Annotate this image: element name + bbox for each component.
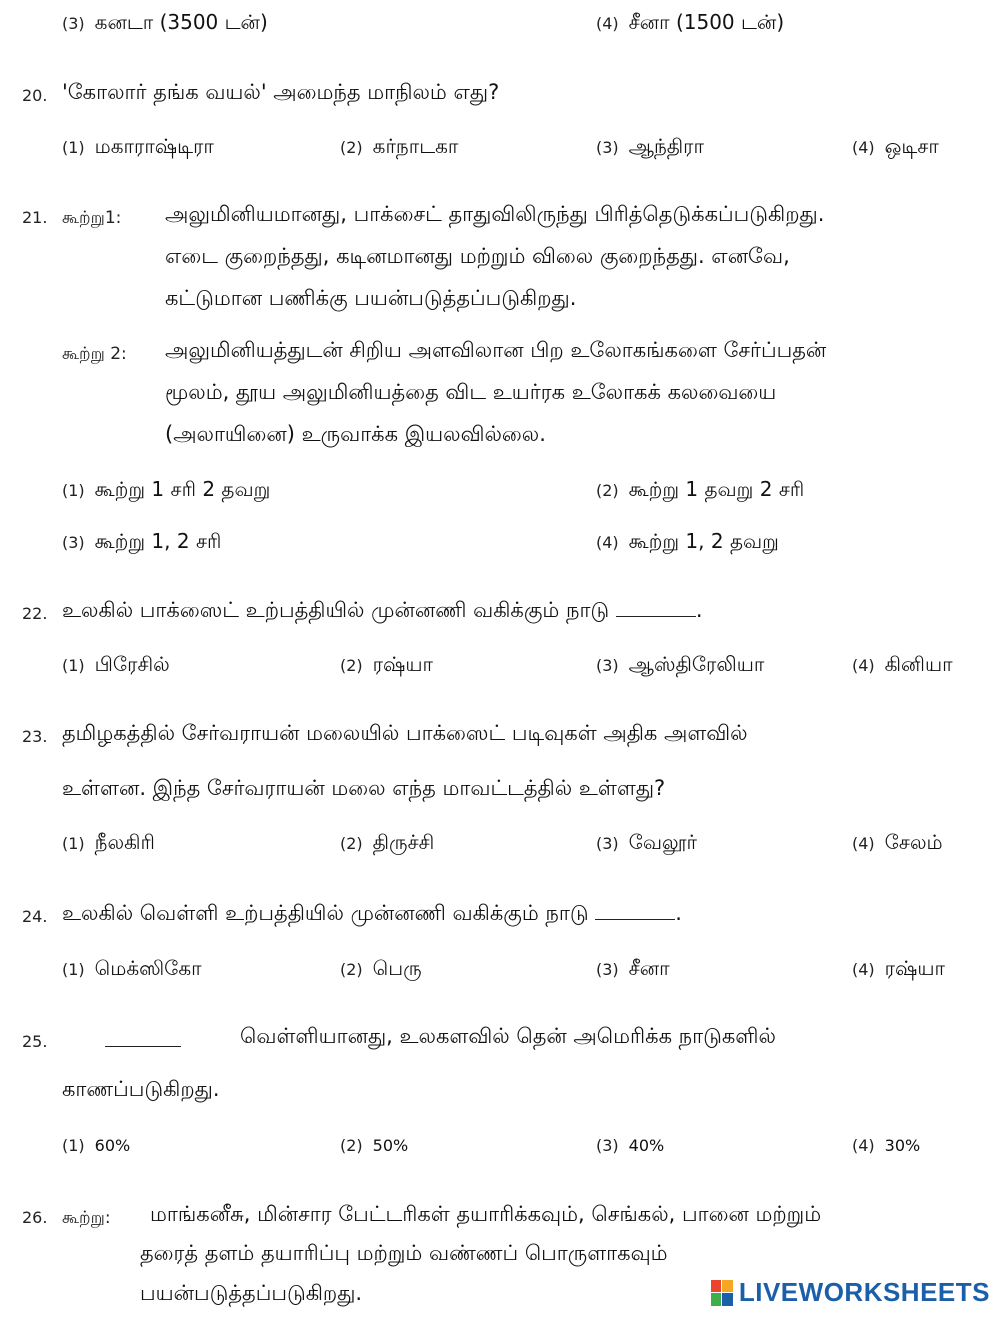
option-number: (4) [852, 656, 875, 675]
option-text: கனடா (3500 டன்) [94, 10, 268, 34]
option-number: (4) [596, 533, 619, 552]
statement-2-label: கூற்று 2: [62, 344, 127, 364]
q24-option-2[interactable] [340, 956, 422, 983]
option-number: (4) [852, 1136, 875, 1155]
q23-option-2[interactable] [340, 830, 434, 857]
option-text: ஆஸ்திரேலியா [628, 652, 765, 676]
option-text: பிரேசில் [94, 652, 170, 676]
option-text: மெக்ஸிகோ [94, 956, 202, 980]
q25-option-3[interactable] [596, 1136, 664, 1155]
option-text: கர்நாடகா [372, 134, 459, 158]
option-text: 40% [628, 1136, 665, 1155]
question-number: 26. [22, 1208, 48, 1227]
option-number: (3) [596, 960, 619, 979]
q25-option-1[interactable] [62, 1136, 130, 1155]
option-text: சீனா (1500 டன்) [628, 10, 785, 34]
option-number: (2) [340, 138, 363, 157]
option-text: 60% [94, 1136, 131, 1155]
option-number: (3) [596, 656, 619, 675]
option-text: ரஷ்யா [372, 652, 433, 676]
q19-option-3[interactable] [62, 10, 268, 37]
option-number: (2) [340, 960, 363, 979]
liveworksheets-logo-icon [711, 1280, 733, 1306]
question-text-body: உலகில் வெள்ளி உற்பத்தியில் முன்னணி வகிக்கும் நாடு [62, 901, 589, 925]
option-text: ரஷ்யா [884, 956, 945, 980]
question-text [62, 600, 703, 621]
statement-1-line: அலுமினியமானது, பாக்சைட் தாதுவிலிருந்து பிரித்தெடுக்கப்படுகிறது. [165, 202, 825, 226]
question-text-body: உலகில் பாக்ஸைட் உற்பத்தியில் முன்னணி வகிக்கும் நாடு [62, 598, 610, 622]
option-number: (1) [62, 656, 85, 675]
question-text: தமிழகத்தில் சேர்வராயன் மலையில் பாக்ஸைட் படிவுகள் அதிக அளவில் [62, 721, 748, 745]
question-text: 'கோலார் தங்க வயல்' அமைந்த மாநிலம் எது? [62, 80, 500, 104]
answer-blank[interactable] [595, 919, 675, 920]
option-text: திருச்சி [372, 830, 435, 854]
option-number: (3) [62, 533, 85, 552]
option-number: (3) [596, 138, 619, 157]
q22-option-2[interactable] [340, 652, 433, 679]
option-number: (4) [596, 14, 619, 33]
statement-1-line: எடை குறைந்தது, கடினமானது மற்றும் விலை குறைந்தது. எனவே, [165, 244, 790, 268]
question-text: வெள்ளியானது, உலகளவில் தென் அமெரிக்க நாடுகளில் [240, 1024, 776, 1048]
q20-option-3[interactable] [596, 134, 704, 161]
option-number: (1) [62, 138, 85, 157]
question-text [62, 903, 682, 924]
statement-1-label: கூற்று1: [62, 208, 122, 228]
q21-option-2[interactable] [596, 477, 804, 504]
logo-square [711, 1280, 722, 1293]
q24-option-1[interactable] [62, 956, 202, 983]
option-number: (2) [340, 1136, 363, 1155]
option-number: (4) [852, 834, 875, 853]
option-text: நீலகிரி [94, 830, 155, 854]
option-number: (2) [340, 834, 363, 853]
statement-2-line: (அலாயினை) உருவாக்க இயலவில்லை. [165, 422, 546, 446]
q20-option-1[interactable] [62, 134, 214, 161]
option-text: கினியா [884, 652, 953, 676]
option-number: (4) [852, 960, 875, 979]
q23-option-1[interactable] [62, 830, 155, 857]
q24-option-3[interactable] [596, 956, 670, 983]
q21-option-1[interactable] [62, 477, 270, 504]
q22-option-3[interactable] [596, 652, 764, 679]
q20-option-2[interactable] [340, 134, 458, 161]
statement-line: பயன்படுத்தப்படுகிறது. [140, 1281, 363, 1305]
option-number: (3) [596, 1136, 619, 1155]
question-number: 24. [22, 907, 48, 926]
statement-label: கூற்று: [62, 1208, 111, 1228]
question-number: 20. [22, 86, 48, 105]
statement-2-line: அலுமினியத்துடன் சிறிய அளவிலான பிற உலோகங்களை சேர்ப்பதன் [165, 338, 827, 362]
q25-option-2[interactable] [340, 1136, 408, 1155]
option-text: கூற்று 1 சரி 2 தவறு [94, 477, 271, 501]
logo-square [722, 1293, 733, 1306]
option-number: (4) [852, 138, 875, 157]
option-text: ஒடிசா [884, 134, 939, 158]
option-number: (1) [62, 834, 85, 853]
statement-1-line: கட்டுமான பணிக்கு பயன்படுத்தப்படுகிறது. [165, 286, 577, 310]
option-text: சீனா [628, 956, 670, 980]
question-number: 25. [22, 1032, 48, 1051]
option-text: 30% [884, 1136, 921, 1155]
q21-option-4[interactable] [596, 529, 779, 556]
logo-square [722, 1280, 733, 1293]
statement-line: மாங்கனீசு, மின்சார பேட்டரிகள் தயாரிக்கவும், செங்கல், பானை மற்றும் [150, 1202, 822, 1226]
q22-option-4[interactable] [852, 652, 953, 679]
option-text: பெரு [372, 956, 422, 980]
q23-option-4[interactable] [852, 830, 943, 857]
option-text: கூற்று 1 தவறு 2 சரி [628, 477, 805, 501]
question-text: உள்ளன. இந்த சேர்வராயன் மலை எந்த மாவட்டத்தில் உள்ளது? [62, 776, 666, 800]
question-text-end: . [675, 901, 682, 925]
statement-line: தரைத் தளம் தயாரிப்பு மற்றும் வண்ணப் பொருளாகவும் [140, 1241, 668, 1265]
option-text: மகாராஷ்டிரா [94, 134, 214, 158]
q24-option-4[interactable] [852, 956, 945, 983]
option-text: வேலூர் [628, 830, 697, 854]
question-text-end: . [695, 598, 703, 622]
option-number: (2) [596, 481, 619, 500]
option-number: (1) [62, 481, 85, 500]
option-number: (2) [340, 656, 363, 675]
option-text: ஆந்திரா [628, 134, 704, 158]
option-number: (3) [596, 834, 619, 853]
option-text: சேலம் [884, 830, 943, 854]
option-text: கூற்று 1, 2 சரி [94, 529, 222, 553]
statement-2-line: மூலம், தூய அலுமினியத்தை விட உயர்ரக உலோகக் கலவையை [165, 380, 777, 404]
q19-option-4[interactable] [596, 10, 784, 37]
q20-option-4[interactable] [852, 134, 939, 161]
logo-square [711, 1293, 722, 1306]
option-number: (1) [62, 1136, 85, 1155]
answer-blank[interactable] [105, 1030, 181, 1047]
liveworksheets-logo [711, 1277, 990, 1308]
question-text: காணப்படுகிறது. [62, 1077, 220, 1101]
option-number: (1) [62, 960, 85, 979]
q23-option-3[interactable] [596, 830, 697, 857]
option-text: 50% [372, 1136, 409, 1155]
liveworksheets-logo-text: LIVEWORKSHEETS [738, 1277, 990, 1307]
q22-option-1[interactable] [62, 652, 170, 679]
q21-option-3[interactable] [62, 529, 221, 556]
option-number: (3) [62, 14, 85, 33]
question-number: 23. [22, 727, 48, 746]
q25-option-4[interactable] [852, 1136, 920, 1155]
option-text: கூற்று 1, 2 தவறு [628, 529, 779, 553]
question-number: 21. [22, 208, 48, 227]
question-number: 22. [22, 604, 48, 623]
answer-blank[interactable] [616, 616, 696, 617]
